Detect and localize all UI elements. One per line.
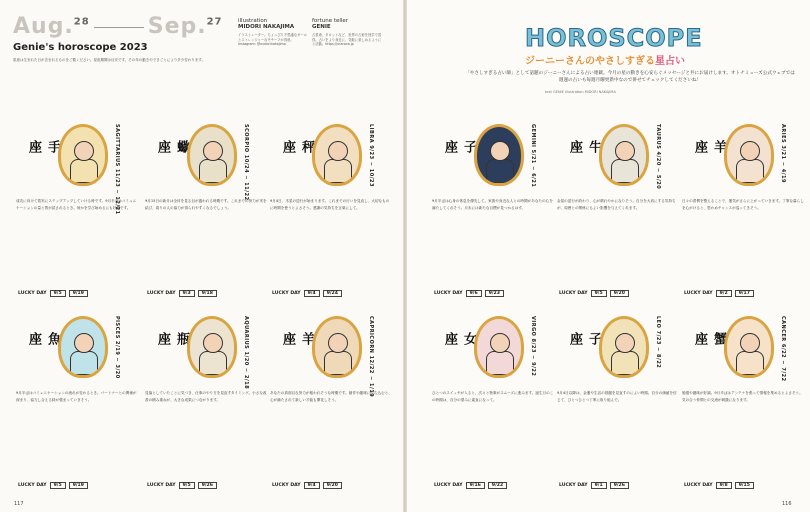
sign-name-en: LIBRA 9/23 − 10/23 <box>368 124 374 187</box>
lucky-day: LUCKY DAY 9/6 9/23 <box>434 290 504 297</box>
sign-name-en: GEMINI 5/21 − 6/21 <box>530 124 536 188</box>
figure-head <box>74 141 94 161</box>
sign-fortune-text: 成功に向けて着実にステップアップしていける時です。9月半ばはコミュニケーションの量と質が試されるとき。何かを学び始めるにも好機です。 <box>16 199 137 210</box>
sign-fortune-text: 9月半ばはコミュニケーションの流れが変わるとき。パートナーとの関係が深まり、協力し合える絆が強まっていきそう。 <box>16 391 137 402</box>
lucky-date-2: 9/20 <box>323 482 342 489</box>
lucky-date-1: 9/5 <box>50 482 66 489</box>
lucky-date-1: 9/6 <box>466 290 482 297</box>
lucky-date-1: 9/5 <box>179 482 195 489</box>
lucky-date-2: 9/24 <box>323 290 342 297</box>
sign-fortune-text: ひとつのスイッチが入ると、次々と物事がスムーズに進みます。誕生月のこの時期は、自分の望みに素直になって。 <box>432 391 554 402</box>
sign-portrait <box>312 124 362 186</box>
lucky-day: LUCKY DAY 9/4 9/20 <box>272 482 342 489</box>
sign-portrait <box>312 316 362 378</box>
sign-portrait <box>474 124 524 186</box>
lucky-day: LUCKY DAY 9/1 9/26 <box>559 482 629 489</box>
lucky-date-1: 9/4 <box>304 290 320 297</box>
figure-body <box>736 159 764 183</box>
sign-portrait <box>58 124 108 186</box>
figure-head <box>328 141 348 161</box>
figure-head <box>490 141 510 161</box>
sign-fortune-text: 勉強や趣味が好調。9月半ばはアンテナを張って情報を集めるとよさそう。気の合う仲間との交流が刺激になります。 <box>682 391 803 402</box>
figure-head <box>615 141 635 161</box>
sign-fortune-text: 9月4日以降は、金運や生活の基盤を見直すのによい時期。自分の価値を信じて、ひとつひとつ丁寧に取り組んで。 <box>557 391 677 402</box>
figure-body <box>611 351 639 375</box>
figure-head <box>740 141 760 161</box>
sign-name-jp: 子座 <box>442 140 476 155</box>
sign-name-en: VIRGO 8/23 − 9/22 <box>530 316 536 377</box>
lucky-date-1: 9/16 <box>466 482 485 489</box>
page-number-left: 117 <box>14 501 24 507</box>
sign-name-en: TAURUS 4/20 − 5/20 <box>655 124 661 190</box>
figure-head <box>740 333 760 353</box>
sign-fortune-text: 9月4日、木星の逆行が始まります。これまでの行いを見直し、大切なものに時間を使うとよさそう。感謝の気持ちを言葉にして。 <box>270 199 390 210</box>
lucky-day: LUCKY DAY 9/2 9/17 <box>684 290 754 297</box>
figure-body <box>199 351 227 375</box>
figure-body <box>611 159 639 183</box>
figure-head <box>490 333 510 353</box>
figure-body <box>486 351 514 375</box>
sign-fortune-text: 見落としていたことに気づき、仕事のやり方を見直すタイミング。小さな改善の積み重ねが、大きな成果につながります。 <box>145 391 267 402</box>
sign-name-jp: 女座 <box>442 332 476 347</box>
horoscope-logo: HOROSCOPE <box>525 24 703 52</box>
lucky-date-2: 9/19 <box>69 290 88 297</box>
sign-name-jp: 牛座 <box>567 140 601 155</box>
lucky-date-2: 9/23 <box>485 290 504 297</box>
figure-head <box>203 333 223 353</box>
lucky-date-2: 9/20 <box>610 290 629 297</box>
lucky-day: LUCKY DAY 9/5 9/19 <box>18 482 88 489</box>
sign-fortune-text: 9月15日の新月は全体を見る目が養われる時期です。これまでの努力が実を結び、周りの人の協力が得られやすくなるでしょう。 <box>145 199 267 210</box>
sign-name-jp: 子座 <box>567 332 601 347</box>
sign-name-jp: 瓶座 <box>155 332 189 347</box>
lucky-day: LUCKY DAY 9/5 9/26 <box>147 482 217 489</box>
figure-head <box>615 333 635 353</box>
lucky-date-2: 9/26 <box>610 482 629 489</box>
sign-name-en: LEO 7/23 − 8/22 <box>655 316 661 369</box>
figure-head <box>203 141 223 161</box>
page-title: Genie's horoscope 2023 <box>13 42 148 53</box>
figure-body <box>70 159 98 183</box>
figure-head <box>74 333 94 353</box>
lucky-date-2: 9/22 <box>488 482 507 489</box>
sign-name-en: SCORPIO 10/24 − 11/22 <box>243 124 249 201</box>
sign-name-jp: 蠍座 <box>155 140 189 155</box>
sign-portrait <box>474 316 524 378</box>
sign-name-jp: 蟹座 <box>692 332 726 347</box>
sign-name-jp: 手座 <box>26 140 60 155</box>
lucky-day: LUCKY DAY 9/3 9/18 <box>147 290 217 297</box>
credit-illustration: illustration MIDORI NAKAJIMA イラストレーター。ちょっぴり不思議なガールとストレンジャーなモチーフが得意。Instagram: @midorinakajima <box>238 18 307 46</box>
figure-body <box>199 159 227 183</box>
lucky-date-2: 9/18 <box>198 290 217 297</box>
sign-fortune-text: 日々の習慣を整えることで、運気がさらに上がっていきます。丁寧な暮らしを心がけると、思わぬチャンスが巡ってきそう。 <box>682 199 804 210</box>
sign-name-en: CANCER 6/22 − 7/22 <box>780 316 786 382</box>
lucky-date-2: 9/15 <box>735 482 754 489</box>
lucky-date-1: 9/3 <box>179 290 195 297</box>
sign-name-jp: 秤座 <box>280 140 314 155</box>
figure-body <box>486 159 514 183</box>
figure-body <box>324 159 352 183</box>
sign-fortune-text: 9月半ばは心身の休息を優先して。家族や身近な人との時間があなたの心を満たしてくれそう。月末には新たな目標が見つかるはず。 <box>432 199 553 210</box>
sign-portrait <box>187 316 237 378</box>
lucky-date-1: 9/4 <box>304 482 320 489</box>
credit-fortune-teller: fortune teller GENIE 占星術、タロットなど、世界の占術を独学で習得。占いをより身近に、気軽に楽しめるようにと活動。https://uraraca.jp <box>312 18 382 46</box>
intro-credit: text GENIE illustration MIDORI NAKAJIMA <box>545 90 616 94</box>
sign-portrait <box>724 316 774 378</box>
lucky-day: LUCKY DAY 9/8 9/15 <box>684 482 754 489</box>
lucky-date-1: 9/5 <box>591 290 607 297</box>
sign-name-en: AQUARIUS 1/20 − 2/18 <box>243 316 249 390</box>
lucky-date-1: 9/8 <box>716 482 732 489</box>
page-number-right: 116 <box>782 501 792 507</box>
header-note: 星座は生まれた日が含まれるものをご覧ください。星座期間は目安です。その年の動きやできごとにより多少変わります。 <box>13 58 205 62</box>
lucky-date-2: 9/17 <box>735 290 754 297</box>
figure-body <box>70 351 98 375</box>
lucky-day: LUCKY DAY 9/4 9/24 <box>272 290 342 297</box>
date-range: Aug.$^{28}$ Sep.$^{27}$ <box>13 14 223 39</box>
sign-name-jp: 魚座 <box>26 332 60 347</box>
sign-fortune-text: あなたの真面目な努力が報われそうな時期です。創作や趣味に打ち込むと、心が満たされて新しい才能も開花しそう。 <box>270 391 392 402</box>
sign-portrait <box>599 124 649 186</box>
sign-portrait <box>58 316 108 378</box>
figure-body <box>324 351 352 375</box>
sign-name-jp: 羊座 <box>692 140 726 155</box>
lucky-day: LUCKY DAY 9/16 9/22 <box>434 482 507 489</box>
sign-name-en: SAGITTARIUS 11/23 − 12/21 <box>114 124 120 215</box>
figure-body <box>736 351 764 375</box>
figure-head <box>328 333 348 353</box>
sign-name-jp: 羊座 <box>280 332 314 347</box>
lucky-date-2: 9/19 <box>69 482 88 489</box>
sign-fortune-text: 金星の逆行が終わり、心が晴れやかになりそう。自分を大切にする気持ちが、周囲との関係にもよい影響を与えてくれます。 <box>557 199 676 210</box>
lucky-day: LUCKY DAY 9/5 9/20 <box>559 290 629 297</box>
lucky-date-2: 9/26 <box>198 482 217 489</box>
sign-name-en: CAPRICORN 12/22 − 1/19 <box>368 316 374 398</box>
lucky-date-1: 9/2 <box>716 290 732 297</box>
lucky-date-1: 9/1 <box>591 482 607 489</box>
logo-subtitle: ジーニーさんのやさしすぎる星占い <box>525 56 685 67</box>
sign-name-en: ARIES 3/21 − 4/19 <box>780 124 786 184</box>
sign-portrait <box>724 124 774 186</box>
lucky-day: LUCKY DAY 9/5 9/19 <box>18 290 88 297</box>
sign-portrait <box>599 316 649 378</box>
sign-portrait <box>187 124 237 186</box>
intro-text: 「やさしすぎる占い師」として話題のジーニーさんによる占い連載。今月の星の動きを心安らぐメッセージと共にお届けします。オトナミューズ公式ウェブでは週運の占いも毎週月曜更新中なので併せてチェックしてくださいね！ <box>465 71 795 83</box>
lucky-date-1: 9/5 <box>50 290 66 297</box>
sign-name-en: PISCES 2/19 − 3/20 <box>114 316 120 379</box>
